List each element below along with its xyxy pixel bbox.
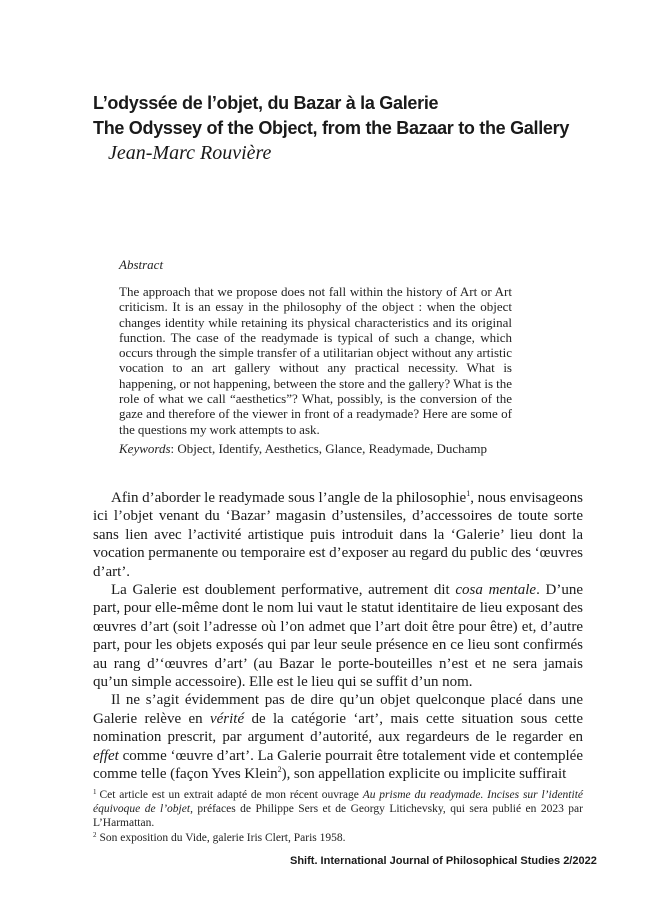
- footnote-1-book-title: Au prisme du readymade. Incises sur l’identité équivoque de l’objet: [93, 789, 583, 816]
- abstract-heading: Abstract: [119, 257, 164, 272]
- paragraph-3-text-d: ), son appellation explicite ou implicite suffirait: [281, 766, 567, 783]
- paragraph-3-emphasis-1: vérité: [209, 710, 245, 727]
- paragraph-2-emphasis: cosa mentale: [455, 582, 537, 599]
- keywords-line: [119, 441, 512, 456]
- main-body-text: [93, 489, 583, 784]
- keywords-list: : Object, Identify, Aesthetics, Glance, Readymade, Duchamp: [170, 441, 487, 456]
- title-english: The Odyssey of the Object, from the Bazaar to the Gallery: [93, 118, 570, 138]
- keywords-label: Keywords: [119, 441, 171, 456]
- footnote-1-text-a: Cet article est un extrait adapté de mon récent ouvrage: [99, 789, 363, 801]
- title-french: L’odyssée de l’objet, du Bazar à la Galerie: [93, 93, 439, 113]
- paragraph-3: [93, 691, 583, 783]
- author-name: Jean-Marc Rouvière: [108, 142, 272, 164]
- footnotes: [93, 788, 583, 845]
- footnote-2: [93, 831, 583, 845]
- footnote-1-number: 1: [93, 788, 97, 796]
- paragraph-2-text-b: . D’une part, pour elle-même dont le nom lui vaut le statut identitaire de lieu exposant des œuvres d’art (soit l’adresse où l’on admet que l’art doit être pour être) et, d’autre part, pour les objets exposés qui par leur seule présence en ce lieu sont confirmés au rang d’‘œuvres d’art’ (au Bazar le porte-bouteilles n’est et ne sera jamais qu’un simple accessoire). Elle est le lieu qui se suffit d’un nom.: [93, 582, 583, 691]
- paragraph-3-text-a: Il ne s’agit évidemment pas de dire qu’un objet quelconque placé dans une Galerie relève en: [93, 692, 583, 727]
- paragraph-3-text-c: comme ‘œuvre d’art’. La Galerie pourrait être totalement vide et contemplée comme telle (façon Yves Klein: [93, 747, 583, 783]
- footnote-ref-1[interactable]: 1: [466, 489, 471, 498]
- paragraph-2-text-a: La Galerie est doublement performative, autrement dit: [111, 582, 456, 599]
- paragraph-1-text-b: , nous envisageons ici l’objet venant du ‘Bazar’ magasin d’ustensiles, d’accessoires de toute sorte sans lien avec l’activité artistique puis introduit dans la ‘Galerie’ lieu dont la vocation permanente ou temporaire est d’exposer au regard du public des ‘œuvres d’art’.: [93, 490, 583, 580]
- footnote-ref-2[interactable]: 2: [277, 765, 282, 775]
- paragraph-3-text-b: de la catégorie ‘art’, mais cette situation sous cette nomination prescrit, par argument d’autorité, aux regardeurs de le regarder en: [93, 710, 583, 746]
- paragraph-1-text-a: Afin d’aborder le readymade sous l’angle de la philosophie: [111, 490, 467, 506]
- footnote-2-number: 2: [93, 830, 97, 839]
- paragraph-2: [93, 581, 583, 691]
- paragraph-1: [93, 489, 583, 581]
- footnote-2-text: Son exposition du Vide, galerie Iris Clert, Paris 1958.: [99, 831, 346, 844]
- footnote-1-text-b: , préfaces de Philippe Sers et de Georgy Litichevsky, qui sera publié en 2023 par L’Harmattan.: [93, 803, 583, 830]
- abstract-text: The approach that we propose does not fall within the history of Art or Art criticism. It is an essay in the philosophy of the object : when the object changes identity while retaining its physical characteristics and its original function. The case of the readymade is typical of such a change, which occurs through the simple transfer of a utilitarian object without any artistic vocation to an art gallery without any practical necessity. What is happening, or not happening, between the store and the gallery? What is the role of what we call “aesthetics”? What, possibly, is the conversion of the gaze and therefore of the viewer in front of a readymade? Here are some of the questions my work attempts to ask.: [119, 284, 512, 437]
- paragraph-3-emphasis-2: effet: [93, 747, 119, 764]
- footnote-1: [93, 788, 583, 831]
- journal-footer: Shift. International Journal of Philosophical Studies 2/2022: [290, 855, 597, 867]
